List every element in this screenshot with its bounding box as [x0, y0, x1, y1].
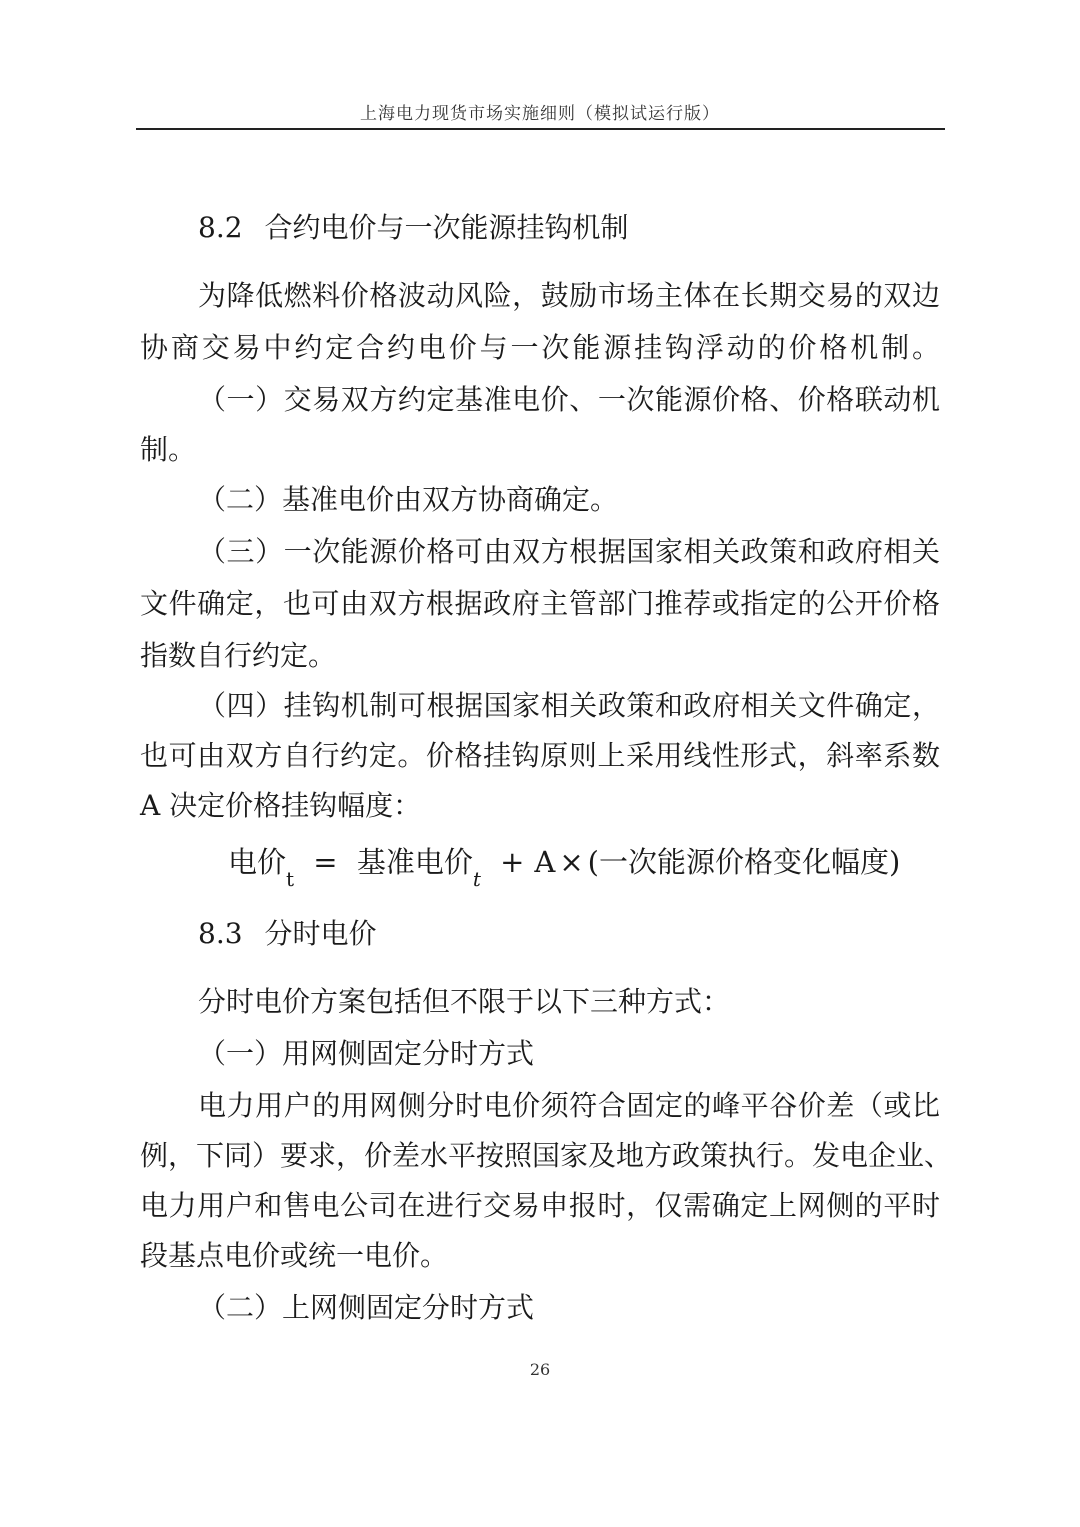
- price-formula: [228, 840, 901, 891]
- section-number: 8.2: [198, 211, 243, 244]
- section-title: 合约电价与一次能源挂钩机制: [264, 211, 629, 244]
- paragraph-line: 协商交易中约定合约电价与一次能源挂钩浮动的价格机制。: [140, 331, 940, 364]
- paragraph-line: 文件确定，也可由双方根据政府主管部门推荐或指定的公开价格: [140, 587, 940, 620]
- paragraph-line: （一）用网侧固定分时方式: [198, 1037, 535, 1070]
- section-title: 分时电价: [264, 917, 377, 950]
- formula-times: ×: [559, 845, 584, 879]
- paragraph-line: 制。: [140, 433, 197, 466]
- formula-parenthetical: (一次能源价格变化幅度): [587, 845, 901, 879]
- formula-coefficient: A: [534, 845, 556, 879]
- formula-lhs-subscript: t: [286, 867, 295, 891]
- formula-lhs: 电价: [228, 845, 287, 879]
- paragraph-line: （二）基准电价由双方协商确定。: [198, 483, 619, 516]
- formula-base: 基准电价: [356, 845, 473, 879]
- header-rule: [136, 128, 945, 130]
- paragraph-line: （三）一次能源价格可由双方根据国家相关政策和政府相关: [198, 535, 940, 568]
- paragraph-line: 为降低燃料价格波动风险，鼓励市场主体在长期交易的双边: [198, 279, 940, 312]
- paragraph-line: 也可由双方自行约定。价格挂钩原则上采用线性形式，斜率系数: [140, 739, 940, 772]
- page-number: 26: [529, 1360, 551, 1379]
- paragraph-line: （一）交易双方约定基准电价、一次能源价格、价格联动机: [198, 383, 940, 416]
- formula-plus: +: [500, 845, 525, 879]
- paragraph-line: 电力用户和售电公司在进行交易申报时，仅需确定上网侧的平时: [140, 1189, 940, 1222]
- paragraph-line: 电力用户的用网侧分时电价须符合固定的峰平谷价差（或比: [198, 1089, 940, 1122]
- paragraph-line: A 决定价格挂钩幅度：: [140, 789, 422, 822]
- paragraph-line: 指数自行约定。: [140, 639, 337, 672]
- formula-equals: =: [313, 845, 338, 879]
- paragraph-line: （二）上网侧固定分时方式: [198, 1291, 535, 1324]
- running-header: 上海电力现货市场实施细则（模拟试运行版）: [360, 104, 720, 124]
- paragraph-line: 分时电价方案包括但不限于以下三种方式：: [198, 985, 731, 1018]
- paragraph-line: 例，下同）要求，价差水平按照国家及地方政策执行。发电企业、: [140, 1139, 953, 1172]
- paragraph-line: 段基点电价或统一电价。: [140, 1239, 449, 1272]
- section-number: 8.3: [198, 917, 243, 950]
- section-heading-8-2: [198, 208, 940, 248]
- formula-base-subscript: t: [472, 867, 481, 891]
- section-heading-8-3: [198, 914, 940, 954]
- paragraph-line: （四）挂钩机制可根据国家相关政策和政府相关文件确定，: [198, 689, 940, 722]
